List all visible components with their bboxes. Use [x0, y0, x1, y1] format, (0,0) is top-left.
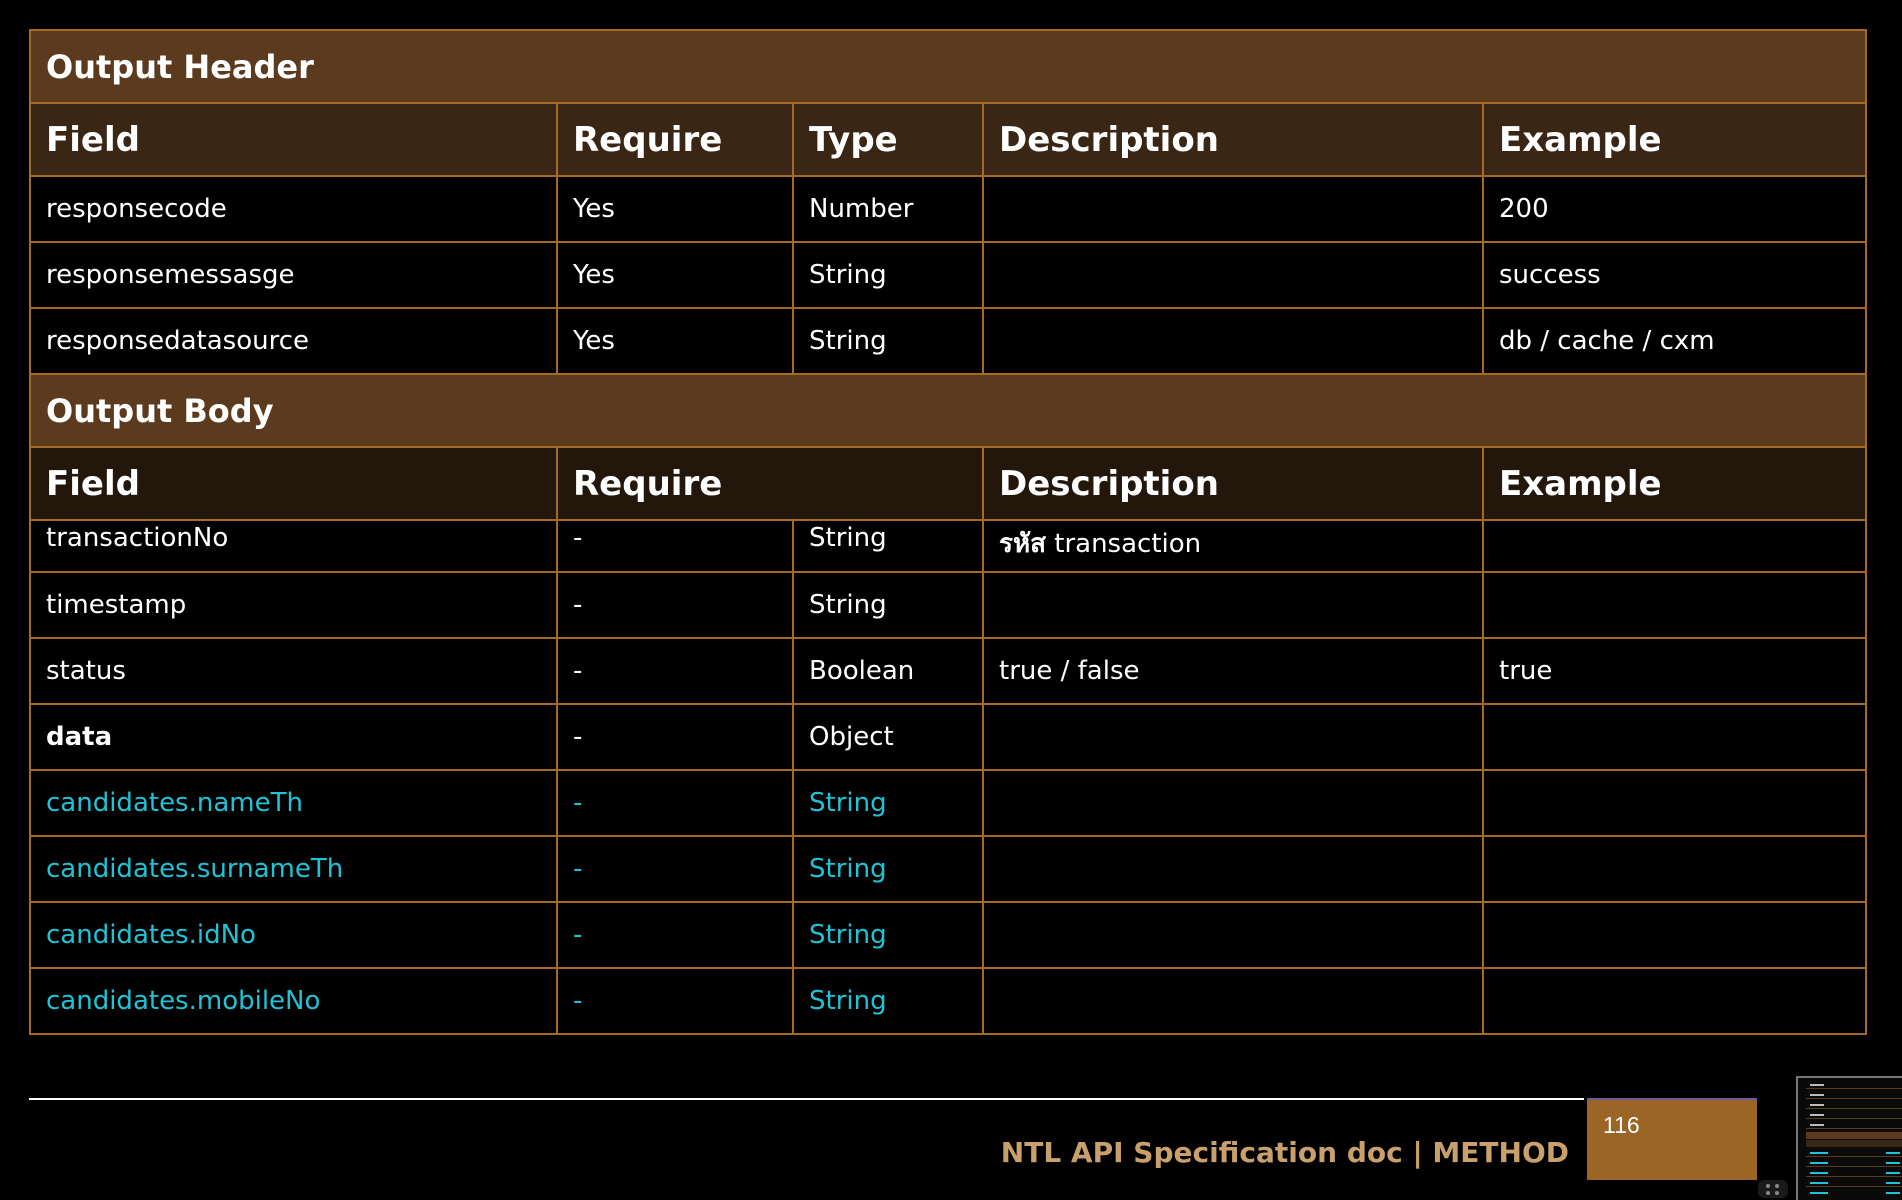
cell-example: db / cache / cxm: [1483, 308, 1866, 374]
column-header-example: Example: [1483, 447, 1866, 520]
cell-type: String: [793, 770, 983, 836]
footer-divider: [29, 1098, 1584, 1100]
cell-field: candidates.mobileNo: [30, 968, 557, 1034]
table-row: [30, 638, 1866, 704]
cell-description: [983, 902, 1483, 968]
cell-require: Yes: [557, 242, 793, 308]
table-row: [30, 770, 1866, 836]
column-header-field: Field: [30, 447, 557, 520]
table-row: [30, 836, 1866, 902]
cell-example: [1483, 836, 1866, 902]
cell-example: true: [1483, 638, 1866, 704]
table-row: [30, 242, 1866, 308]
cell-example: [1483, 770, 1866, 836]
cell-example: 200: [1483, 176, 1866, 242]
output-header-title: Output Header: [30, 30, 1866, 103]
cell-field: candidates.nameTh: [30, 770, 557, 836]
cell-type: Object: [793, 704, 983, 770]
description-thai-text: รหัส: [999, 529, 1046, 559]
column-header-require: Require: [557, 103, 793, 176]
column-header-field: Field: [30, 103, 557, 176]
cell-type: String: [793, 836, 983, 902]
page-number: 116: [1603, 1112, 1640, 1138]
cell-field: candidates.idNo: [30, 902, 557, 968]
cell-example: [1483, 520, 1866, 572]
column-header-description: Description: [983, 103, 1483, 176]
cell-require: -: [557, 704, 793, 770]
cell-require: -: [557, 836, 793, 902]
cell-type: String: [793, 308, 983, 374]
cell-description: [983, 572, 1483, 638]
cell-require: Yes: [557, 308, 793, 374]
cell-type: String: [793, 902, 983, 968]
cell-type: String: [793, 242, 983, 308]
cell-description: [983, 176, 1483, 242]
cell-field: transactionNo: [30, 520, 557, 572]
cell-description: [983, 308, 1483, 374]
api-spec-table: [29, 29, 1867, 1035]
description-text: transaction: [1045, 529, 1202, 559]
cell-field: status: [30, 638, 557, 704]
cell-example: [1483, 704, 1866, 770]
cell-field: data: [30, 704, 557, 770]
cell-description: true / false: [983, 638, 1483, 704]
cell-type: String: [793, 572, 983, 638]
column-header-type: Type: [793, 103, 983, 176]
output-body-section: [30, 374, 1866, 447]
cell-require: -: [557, 902, 793, 968]
cell-description: [983, 704, 1483, 770]
table-row: [30, 902, 1866, 968]
cell-description: [983, 836, 1483, 902]
cell-field: timestamp: [30, 572, 557, 638]
cell-require: -: [557, 770, 793, 836]
cell-example: [1483, 902, 1866, 968]
cell-field: responsecode: [30, 176, 557, 242]
page-number-box: [1587, 1098, 1757, 1180]
table-row: [30, 572, 1866, 638]
cell-description: [983, 520, 1483, 572]
slide-thumbnail[interactable]: [1796, 1076, 1902, 1200]
footer-title: NTL API Specification doc | METHOD: [1000, 1136, 1569, 1169]
cell-require: -: [557, 968, 793, 1034]
output-body-column-headers: [30, 447, 1866, 520]
cell-description: [983, 242, 1483, 308]
cell-type: String: [793, 520, 983, 572]
cell-require: -: [557, 638, 793, 704]
cell-description: [983, 770, 1483, 836]
cell-field: responsedatasource: [30, 308, 557, 374]
cell-example: [1483, 968, 1866, 1034]
table-row: [30, 520, 1866, 572]
cell-field: candidates.surnameTh: [30, 836, 557, 902]
cell-require: -: [557, 572, 793, 638]
cell-type: Number: [793, 176, 983, 242]
table-row: [30, 704, 1866, 770]
table-row: [30, 308, 1866, 374]
output-header-column-headers: [30, 103, 1866, 176]
slide-navigator-icon[interactable]: [1758, 1180, 1788, 1198]
column-header-example: Example: [1483, 103, 1866, 176]
cell-require: -: [557, 520, 793, 572]
cell-example: [1483, 572, 1866, 638]
table-row: [30, 968, 1866, 1034]
table-row: [30, 176, 1866, 242]
output-header-section: [30, 30, 1866, 103]
cell-description: [983, 968, 1483, 1034]
cell-type: Boolean: [793, 638, 983, 704]
column-header-require: Require: [557, 447, 983, 520]
column-header-description: Description: [983, 447, 1483, 520]
cell-require: Yes: [557, 176, 793, 242]
cell-field: responsemessasge: [30, 242, 557, 308]
output-body-title: Output Body: [30, 374, 1866, 447]
cell-example: success: [1483, 242, 1866, 308]
cell-type: String: [793, 968, 983, 1034]
